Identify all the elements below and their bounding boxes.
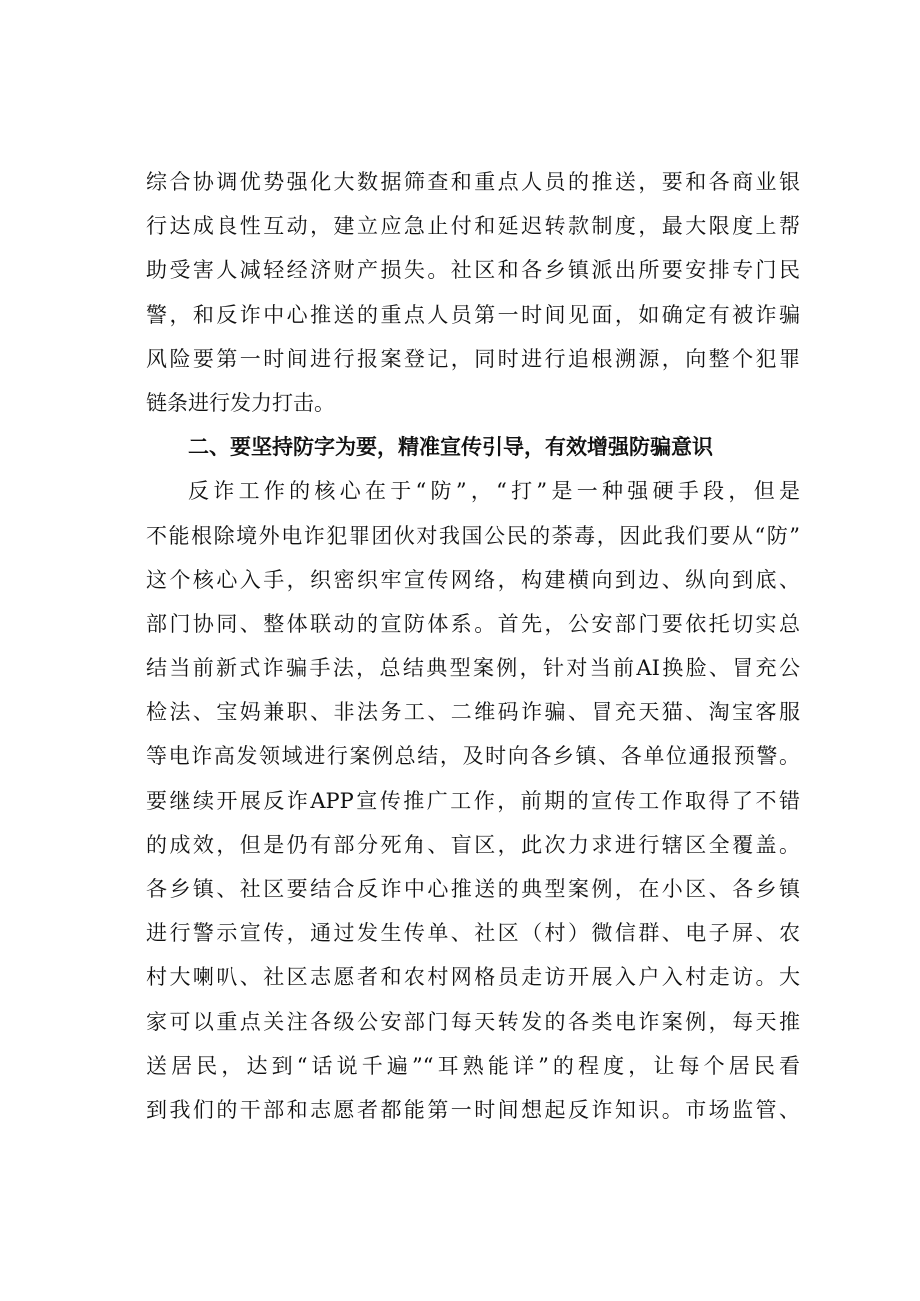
text-line: 到我们的干部和志愿者都能第一时间想起反诈知识。市场监管、 (146, 1097, 800, 1122)
paragraph-2 (146, 469, 800, 1132)
text-line: 各乡镇、社区要结合反诈中心推送的典型案例，在小区、各乡镇 (146, 877, 800, 901)
text-line: 风险要第一时间进行报案登记，同时进行追根溯源，向整个犯罪 (146, 346, 800, 371)
text-line: 检法、宝妈兼职、非法务工、二维码诈骗、冒充天猫、淘宝客服 (146, 700, 800, 725)
text-line: 行达成良性互动，建立应急止付和延迟转款制度，最大限度上帮 (146, 214, 800, 239)
text-line: 送居民，达到“话说千遍”“耳熟能详”的程度，让每个居民看 (146, 1053, 800, 1078)
text-line: 反诈工作的核心在于“防”，“打”是一种强硬手段，但是 (188, 479, 800, 504)
text-line: 要继续开展反诈APP宣传推广工作，前期的宣传工作取得了不错 (146, 788, 800, 813)
text-line: 进行警示宣传，通过发生传单、社区（村）微信群、电子屏、农 (146, 921, 800, 946)
text-line: 链条进行发力打击。 (146, 390, 335, 415)
text-line: 等电诈高发领域进行案例总结，及时向各乡镇、各单位通报预警。 (146, 744, 800, 769)
text-line: 的成效，但是仍有部分死角、盲区，此次力求进行辖区全覆盖。 (146, 832, 800, 857)
text-line: 警，和反诈中心推送的重点人员第一时间见面，如确定有被诈骗 (146, 302, 800, 327)
paragraph-1 (146, 160, 800, 425)
document-body (146, 160, 800, 1132)
text-line: 这个核心入手，织密织牢宣传网络，构建横向到边、纵向到底、 (146, 567, 800, 592)
text-line: 助受害人减轻经济财产损失。社区和各乡镇派出所要安排专门民 (146, 258, 800, 283)
text-line: 家可以重点关注各级公安部门每天转发的各类电诈案例，每天推 (146, 1009, 800, 1034)
section-heading: 二、要坚持防字为要，精准宣传引导，有效增强防骗意识 (188, 435, 713, 460)
text-line: 不能根除境外电诈犯罪团伙对我国公民的荼毒，因此我们要从“防” (146, 523, 800, 548)
text-line: 结当前新式诈骗手法，总结典型案例，针对当前AI换脸、冒充公 (146, 656, 800, 681)
text-line: 村大喇叭、社区志愿者和农村网格员走访开展入户入村走访。大 (146, 965, 800, 990)
text-line: 综合协调优势强化大数据筛查和重点人员的推送，要和各商业银 (146, 170, 800, 194)
text-line: 部门协同、整体联动的宣防体系。首先，公安部门要依托切实总 (146, 611, 800, 636)
